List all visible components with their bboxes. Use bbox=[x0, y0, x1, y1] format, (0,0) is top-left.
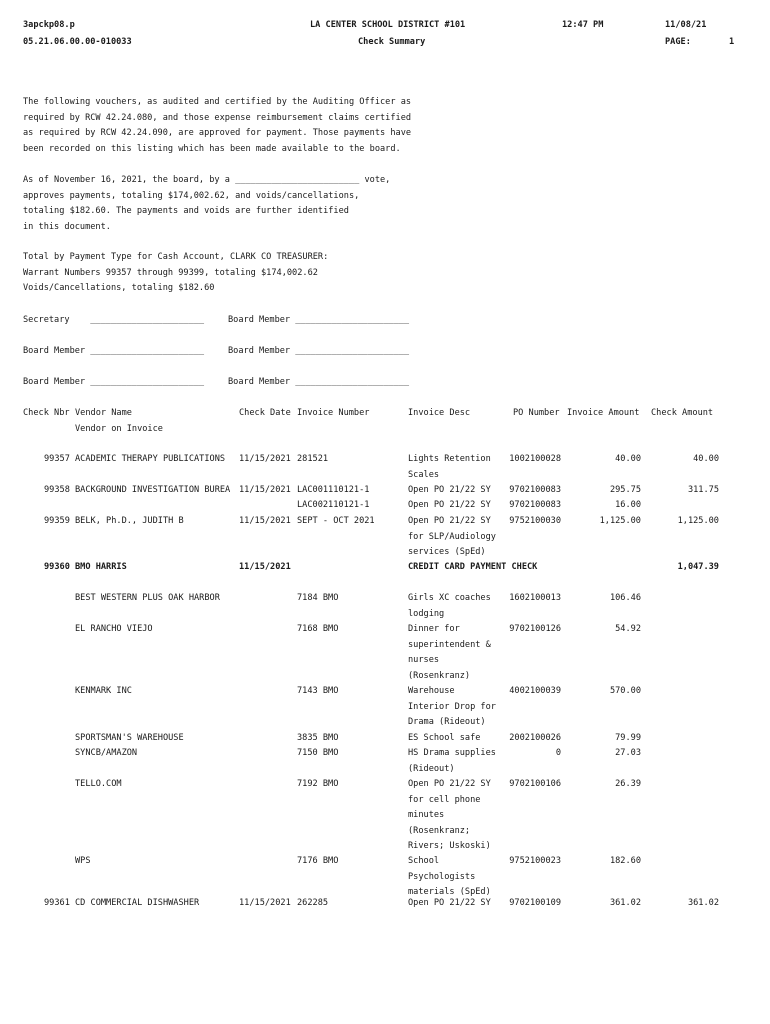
vendor-name: CD COMMERCIAL DISHWASHER bbox=[75, 898, 200, 908]
paragraph-line: The following vouchers, as audited and certified by the Auditing Officer as bbox=[23, 97, 412, 107]
invoice-desc: Open PO 21/22 SY bbox=[408, 779, 491, 789]
paragraph-line: Total by Payment Type for Cash Account, CLARK CO TREASURER: bbox=[23, 252, 329, 262]
invoice-amount: 1,125.00 bbox=[599, 516, 641, 526]
district-name: LA CENTER SCHOOL DISTRICT #101 bbox=[310, 20, 466, 30]
paragraph-line: As of November 16, 2021, the board, by a ________________________ vote, bbox=[23, 175, 391, 185]
invoice-desc: for SLP/Audiology bbox=[408, 531, 496, 542]
invoice-number: 7168 BMO bbox=[297, 624, 339, 634]
check-number: 99358 bbox=[44, 485, 70, 495]
po-number: 9702100083 bbox=[509, 485, 561, 495]
signature-right: Board Member ______________________ bbox=[228, 315, 410, 325]
col-check-date: Check Date bbox=[239, 408, 291, 418]
col-invoice-number: Invoice Number bbox=[297, 408, 370, 418]
paragraph-line: as required by RCW 42.24.090, are approved for payment. Those payments have bbox=[23, 128, 412, 138]
po-number: 1002100028 bbox=[509, 454, 561, 464]
invoice-amount: 27.03 bbox=[615, 748, 641, 758]
invoice-desc: School bbox=[408, 856, 440, 866]
check-amount: 311.75 bbox=[687, 485, 719, 495]
invoice-number: SEPT - OCT 2021 bbox=[297, 516, 375, 526]
invoice-desc: superintendent & bbox=[408, 639, 491, 650]
check-date: 11/15/2021 bbox=[239, 562, 291, 572]
vendor-name: EL RANCHO VIEJO bbox=[75, 624, 153, 634]
paragraph-line: Voids/Cancellations, totaling $182.60 bbox=[23, 283, 215, 293]
po-number: 0 bbox=[555, 748, 561, 758]
col-check-amount: Check Amount bbox=[651, 408, 714, 418]
signature-right: Board Member ______________________ bbox=[228, 346, 410, 356]
paragraph-line: totaling $182.60. The payments and voids are further identified bbox=[23, 206, 349, 216]
invoice-desc: services (SpEd) bbox=[408, 547, 486, 557]
approval-paragraph bbox=[23, 173, 443, 235]
vendor-name: BMO HARRIS bbox=[75, 562, 127, 572]
po-number: 9752100023 bbox=[509, 856, 561, 866]
check-amount: 1,125.00 bbox=[677, 516, 719, 526]
signature-right: Board Member ______________________ bbox=[228, 377, 410, 387]
signature-left: Board Member ______________________ bbox=[23, 346, 205, 356]
check-date: 11/15/2021 bbox=[239, 454, 291, 464]
invoice-desc: Lights Retention bbox=[408, 454, 491, 464]
report-date: 11/08/21 bbox=[665, 20, 707, 30]
vendor-name: WPS bbox=[75, 856, 91, 866]
vendor-name: KENMARK INC bbox=[75, 686, 132, 696]
check-number: 99359 bbox=[44, 516, 70, 526]
vendor-name: BACKGROUND INVESTIGATION BUREA bbox=[75, 485, 231, 495]
col-invoice-desc: Invoice Desc bbox=[408, 408, 471, 418]
invoice-desc: nurses bbox=[408, 655, 440, 665]
check-number: 99360 bbox=[44, 562, 70, 572]
invoice-amount: 16.00 bbox=[615, 500, 641, 510]
paragraph-line: in this document. bbox=[23, 221, 111, 232]
invoice-amount: 570.00 bbox=[609, 686, 641, 696]
paragraph-line: been recorded on this listing which has been made available to the board. bbox=[23, 143, 401, 154]
check-amount: 361.02 bbox=[687, 898, 719, 908]
invoice-desc: minutes bbox=[408, 810, 445, 820]
invoice-desc: Open PO 21/22 SY bbox=[408, 500, 491, 510]
paragraph-line: approves payments, totaling $174,002.62, and voids/cancellations, bbox=[23, 190, 360, 201]
po-number: 1602100013 bbox=[509, 593, 561, 603]
invoice-amount: 361.02 bbox=[609, 898, 641, 908]
invoice-desc: Psychologists bbox=[408, 871, 476, 882]
invoice-desc: Open PO 21/22 SY bbox=[408, 485, 491, 495]
invoice-desc: materials (SpEd) bbox=[408, 887, 491, 897]
check-amount: 1,047.39 bbox=[677, 562, 719, 572]
invoice-number: 7176 BMO bbox=[297, 856, 339, 866]
po-number: 9702100106 bbox=[509, 779, 561, 789]
invoice-amount: 295.75 bbox=[609, 485, 641, 495]
signature-left: Secretary ______________________ bbox=[23, 315, 205, 325]
check-number: 99357 bbox=[44, 454, 70, 464]
invoice-desc: Dinner for bbox=[408, 624, 460, 634]
check-number: 99361 bbox=[44, 898, 70, 908]
col-vendor-on-invoice: Vendor on Invoice bbox=[75, 424, 163, 434]
signature-left: Board Member ______________________ bbox=[23, 377, 205, 387]
vendor-name: BELK, Ph.D., JUDITH B bbox=[75, 516, 184, 526]
invoice-amount: 40.00 bbox=[615, 454, 641, 464]
po-number: 2002100026 bbox=[509, 733, 561, 743]
invoice-desc: (Rideout) bbox=[408, 763, 455, 774]
report-time: 12:47 PM bbox=[562, 20, 604, 30]
report-header bbox=[0, 18, 770, 50]
po-number: 9702100109 bbox=[509, 898, 561, 908]
vendor-name: SYNCB/AMAZON bbox=[75, 748, 138, 758]
invoice-number: 3835 BMO bbox=[297, 733, 339, 743]
page-label: PAGE: bbox=[665, 37, 691, 47]
page-number: 1 bbox=[729, 37, 735, 47]
invoice-desc: lodging bbox=[408, 608, 445, 619]
vendor-name: BEST WESTERN PLUS OAK HARBOR bbox=[75, 593, 220, 603]
check-amount: 40.00 bbox=[693, 454, 719, 464]
invoice-desc: Girls XC coaches bbox=[408, 593, 491, 603]
report-title: Check Summary bbox=[358, 37, 426, 47]
payment-total-paragraph bbox=[23, 250, 443, 297]
invoice-desc: (Rosenkranz) bbox=[408, 670, 471, 681]
invoice-desc: Open PO 21/22 SY bbox=[408, 516, 491, 526]
po-number: 9702100083 bbox=[509, 500, 561, 510]
vendor-name: ACADEMIC THERAPY PUBLICATIONS bbox=[75, 454, 226, 464]
invoice-number: LAC002110121-1 bbox=[297, 500, 370, 510]
invoice-number: 7192 BMO bbox=[297, 779, 339, 789]
report-code: 05.21.06.00.00-010033 bbox=[23, 37, 132, 47]
po-number: 9702100126 bbox=[509, 624, 561, 634]
invoice-amount: 182.60 bbox=[609, 856, 641, 866]
po-number: 4002100039 bbox=[509, 686, 561, 696]
invoice-desc: for cell phone bbox=[408, 794, 481, 805]
invoice-amount: 26.39 bbox=[615, 779, 641, 789]
invoice-desc: (Rosenkranz; bbox=[408, 825, 471, 836]
invoice-amount: 54.92 bbox=[615, 624, 641, 634]
vendor-name: SPORTSMAN'S WAREHOUSE bbox=[75, 733, 184, 743]
paragraph-line: Warrant Numbers 99357 through 99399, totaling $174,002.62 bbox=[23, 267, 318, 278]
invoice-desc: Warehouse bbox=[408, 686, 455, 696]
invoice-desc: Drama (Rideout) bbox=[408, 717, 486, 727]
po-number: 9752100030 bbox=[509, 516, 561, 526]
vendor-name: TELLO.COM bbox=[75, 779, 122, 789]
invoice-amount: 79.99 bbox=[615, 733, 641, 743]
invoice-desc: HS Drama supplies bbox=[408, 748, 496, 758]
col-vendor-name: Vendor Name bbox=[75, 408, 132, 418]
certification-paragraph bbox=[23, 95, 443, 157]
check-date: 11/15/2021 bbox=[239, 485, 291, 495]
program-id: 3apckp08.p bbox=[23, 20, 75, 30]
invoice-desc: CREDIT CARD PAYMENT CHECK bbox=[408, 562, 538, 572]
invoice-number: 281521 bbox=[297, 454, 329, 464]
invoice-desc: Open PO 21/22 SY bbox=[408, 898, 491, 908]
invoice-amount: 106.46 bbox=[609, 593, 641, 603]
invoice-number: 262285 bbox=[297, 898, 329, 908]
invoice-number: 7150 BMO bbox=[297, 748, 339, 758]
col-po-number: PO Number bbox=[513, 408, 560, 418]
check-date: 11/15/2021 bbox=[239, 516, 291, 526]
paragraph-line: required by RCW 42.24.080, and those expense reimbursement claims certified bbox=[23, 112, 412, 123]
check-date: 11/15/2021 bbox=[239, 898, 291, 908]
col-invoice-amount: Invoice Amount bbox=[567, 408, 640, 418]
invoice-number: LAC001110121-1 bbox=[297, 485, 370, 495]
invoice-desc: Interior Drop for bbox=[408, 701, 496, 712]
invoice-desc: Scales bbox=[408, 469, 440, 480]
invoice-desc: Rivers; Uskoski) bbox=[408, 841, 491, 851]
col-check-nbr: Check Nbr bbox=[23, 408, 70, 418]
invoice-number: 7143 BMO bbox=[297, 686, 339, 696]
invoice-desc: ES School safe bbox=[408, 733, 481, 743]
invoice-number: 7184 BMO bbox=[297, 593, 339, 603]
